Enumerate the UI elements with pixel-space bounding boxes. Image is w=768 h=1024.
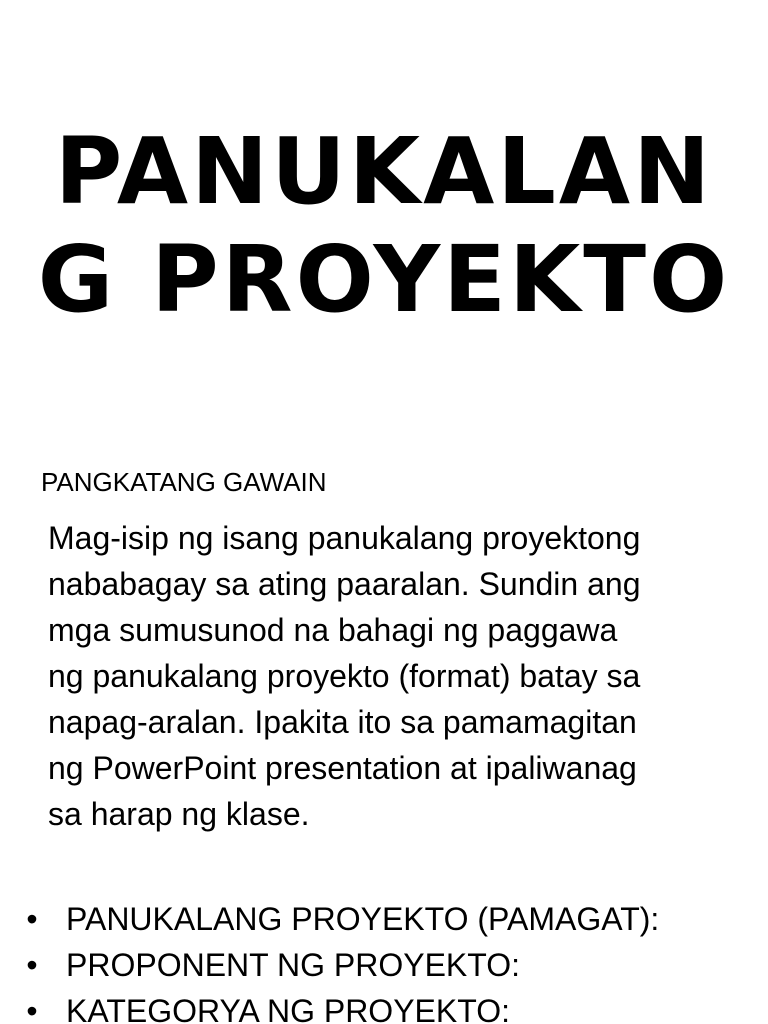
instructions-line: Mag-isip ng isang panukalang proyektong — [48, 520, 641, 556]
instructions-line: napag-aralan. Ipakita ito sa pamamagitan — [48, 704, 637, 740]
instructions-line: nababagay sa ating paaralan. Sundin ang — [48, 566, 641, 602]
slide-title-line-2: G PROYEKTO — [37, 226, 731, 333]
instructions-line: ng panukalang proyekto (format) batay sa — [48, 658, 641, 694]
bullet-item-text: PROPONENT NG PROYEKTO: — [66, 947, 521, 983]
bullet-item — [22, 896, 659, 942]
bullet-dot-icon: • — [26, 901, 38, 937]
instructions-paragraph — [48, 515, 738, 837]
slide-title-line-1: PANUKALAN — [54, 118, 714, 225]
bullet-item-text: KATEGORYA NG PROYEKTO: — [66, 993, 510, 1024]
bullet-dot-icon: • — [26, 947, 38, 983]
bullet-item — [22, 988, 659, 1024]
instructions-line: ng PowerPoint presentation at ipaliwanag — [48, 750, 637, 786]
slide-title — [0, 118, 768, 334]
instructions-line: mga sumusunod na bahagi ng paggawa — [48, 612, 618, 648]
bullet-item-text: PANUKALANG PROYEKTO (PAMAGAT): — [66, 901, 660, 937]
format-bullet-list — [22, 896, 659, 1024]
bullet-dot-icon: • — [26, 993, 38, 1024]
bullet-item — [22, 942, 659, 988]
instructions-line: sa harap ng klase. — [48, 796, 310, 832]
section-subheading: PANGKATANG GAWAIN — [41, 467, 327, 497]
